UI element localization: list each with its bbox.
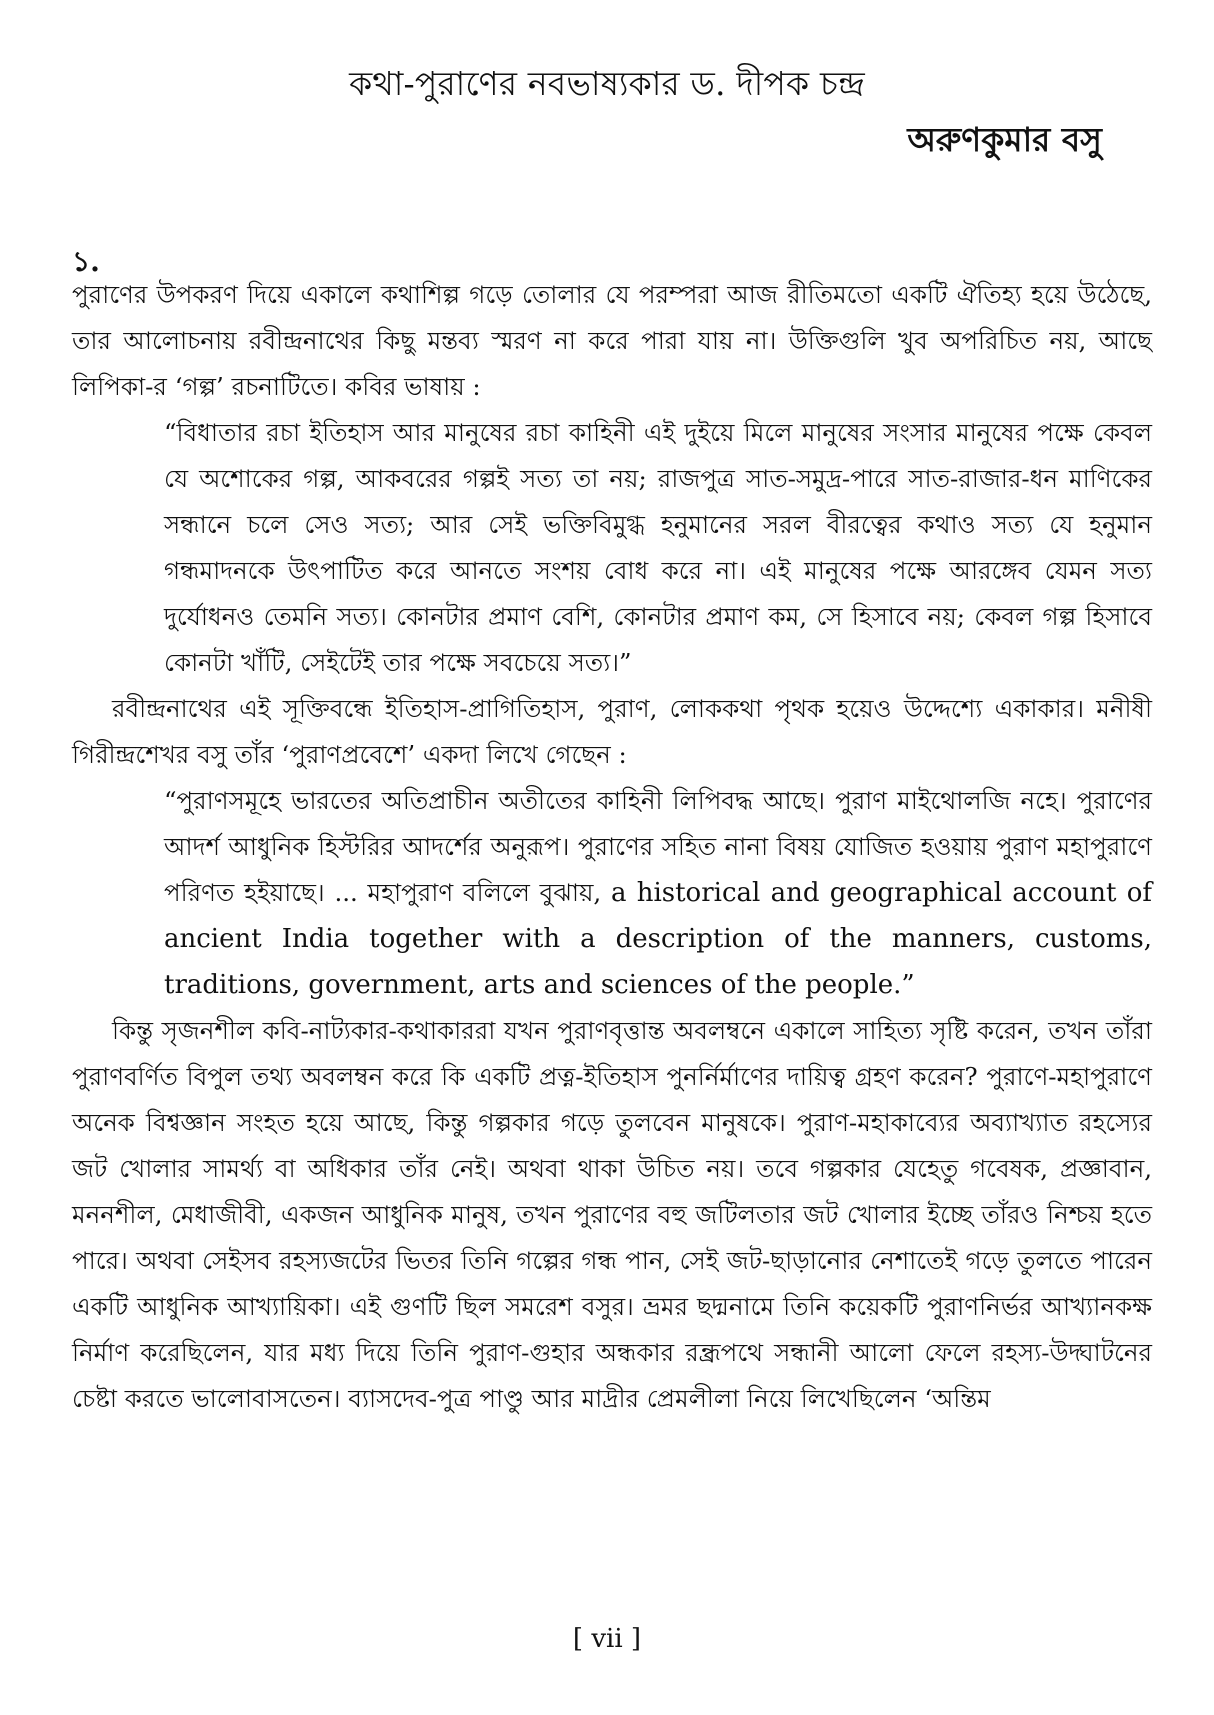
- quote-girindrasekhar: [164, 778, 1152, 1008]
- article-title: কথা-পুরাণের নবভাষ্যকার ড. দীপক চন্দ্র: [349, 64, 865, 103]
- quote-girindrasekhar-english: a historical and geographical account of ancient India together with a description of the manners, customs, traditions, government, arts and sciences of the people.”: [164, 878, 1152, 1000]
- article-body: [72, 272, 1152, 1422]
- paragraph-2: রবীন্দ্রনাথের এই সূক্তিবন্ধে ইতিহাস-প্রাগিতিহাস, পুরাণ, লোককথা পৃথক হয়েও উদ্দেশ্যে একাকার। মনীষী গিরীন্দ্রশেখর বসু তাঁর ‘পুরাণপ্রবেশে’ একদা লিখে গেছেন :: [72, 694, 1152, 769]
- quote-girindrasekhar-bengali: “পুরাণসমূহে ভারতের অতিপ্রাচীন অতীতের কাহিনী লিপিবদ্ধ আছে। পুরাণ মাইথোলজি নহে। পুরাণের আদর্শ আধুনিক হিস্টরির আদর্শের অনুরূপ। পুরাণের সহিত নানা বিষয় যোজিত হওয়ায় পুরাণ মহাপুরাণে পরিণত হইয়াছে। ... মহাপুরাণ বলিলে বুঝায়,: [164, 786, 1152, 907]
- paragraph-3: কিন্তু সৃজনশীল কবি-নাট্যকার-কথাকাররা যখন পুরাণবৃত্তান্ত অবলম্বনে একালে সাহিত্য সৃষ্টি করেন, তখন তাঁরা পুরাণবর্ণিত বিপুল তথ্য অবলম্বন করে কি একটি প্রত্ন-ইতিহাস পুনর্নির্মাণের দায়িত্ব গ্রহণ করেন? পুরাণে-মহাপুরাণে অনেক বিশ্বজ্ঞান সংহত হয়ে আছে, কিন্তু গল্পকার গড়ে তুলবেন মানুষকে। পুরাণ-মহাকাব্যের অব্যাখ্যাত রহস্যের জট খোলার সামর্থ্য বা অধিকার তাঁর নেই। অথবা থাকা উচিত নয়। তবে গল্পকার যেহেতু গবেষক, প্রজ্ঞাবান, মননশীল, মেধাজীবী, একজন আধুনিক মানুষ, তখন পুরাণের বহু জটিলতার জট খোলার ইচ্ছে তাঁরও নিশ্চয় হতে পারে। অথবা সেইসব রহস্যজটের ভিতর তিনি গল্পের গন্ধ পান, সেই জট-ছাড়ানোর নেশাতেই গড়ে তুলতে পারেন একটি আধুনিক আখ্যায়িকা। এই গুণটি ছিল সমরেশ বসুর। ভ্রমর ছদ্মনামে তিনি কয়েকটি পুরাণনির্ভর আখ্যানকক্ষ নির্মাণ করেছিলেন, যার মধ্য দিয়ে তিনি পুরাণ-গুহার অন্ধকার রন্ধ্রপথে সন্ধানী আলো ফেলে রহস্য-উদ্ঘাটনের চেষ্টা করতে ভালোবাসতেন। ব্যাসদেব-পুত্র পাণ্ডু আর মাদ্রীর প্রেমলীলা নিয়ে লিখেছিলেন ‘অন্তিম: [72, 1016, 1152, 1413]
- page-number: [ vii ]: [572, 1624, 642, 1654]
- quote-tagore: “বিধাতার রচা ইতিহাস আর মানুষের রচা কাহিনী এই দুইয়ে মিলে মানুষের সংসার মানুষের পক্ষে কেবল যে অশোকের গল্প, আকবরের গল্পই সত্য তা নয়; রাজপুত্র সাত-সমুদ্র-পারে সাত-রাজার-ধন মাণিকের সন্ধানে চলে সেও সত্য; আর সেই ভক্তিবিমুগ্ধ হনুমানের সরল বীরত্বের কথাও সত্য যে হনুমান গন্ধমাদনকে উৎপাটিত করে আনতে সংশয় বোধ করে না। এই মানুষের পক্ষে আরঙ্গেব যেমন সত্য দুর্যোধনও তেমনি সত্য। কোনটার প্রমাণ বেশি, কোনটার প্রমাণ কম, সে হিসাবে নয়; কেবল গল্প হিসাবে কোনটা খাঁটি, সেইটেই তার পক্ষে সবচেয়ে সত্য।”: [164, 418, 1152, 677]
- paragraph-1: পুরাণের উপকরণ দিয়ে একালে কথাশিল্প গড়ে তোলার যে পরম্পরা আজ রীতিমতো একটি ঐতিহ্য হয়ে উঠেছে, তার আলোচনায় রবীন্দ্রনাথের কিছু মন্তব্য স্মরণ না করে পারা যায় না। উক্তিগুলি খুব অপরিচিত নয়, আছে লিপিকা-র ‘গল্প’ রচনাটিতে। কবির ভাষায় :: [72, 280, 1152, 401]
- author-name: অরুণকুমার বসু: [907, 120, 1102, 159]
- section-number: ১.: [72, 245, 100, 278]
